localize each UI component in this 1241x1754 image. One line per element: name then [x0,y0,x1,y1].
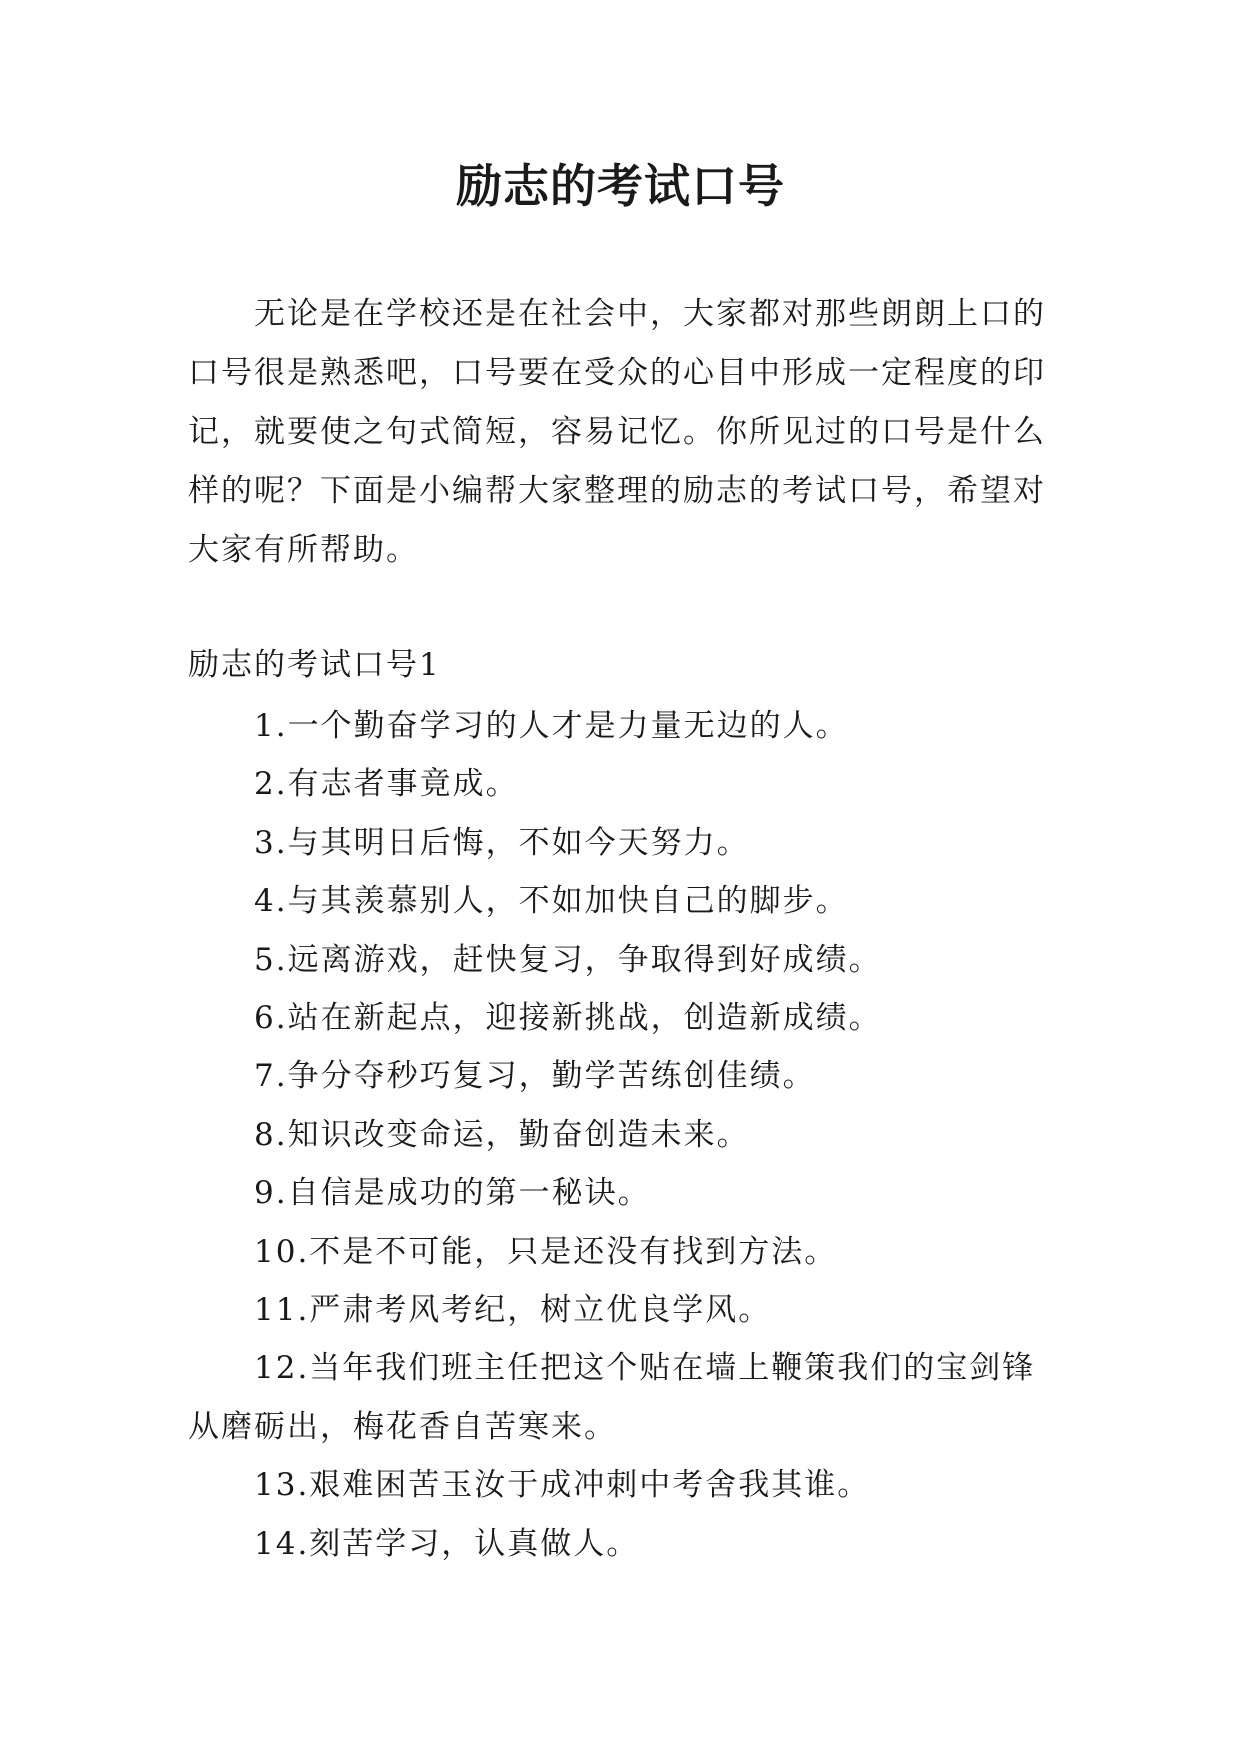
list-item: 9.自信是成功的第一秘诀。 [254,1175,651,1212]
intro-paragraph: 无论是在学校还是在社会中，大家都对那些朗朗上口的口号很是熟悉吧，口号要在受众的心目中形成一定程度的印记，就要使之句式简短，容易记忆。你所见过的口号是什么样的呢？下面是小编帮大家整理的励志的考试口号，希望对大家有所帮助。 [188,296,1046,568]
list-item: 2.有志者事竟成。 [254,766,519,803]
list-item: 12.当年我们班主任把这个贴在墙上鞭策我们的宝剑锋从磨砺出，梅花香自苦寒来。 [188,1350,1036,1445]
list-item: 6.站在新起点，迎接新挑战，创造新成绩。 [254,1000,882,1037]
list-item: 14.刻苦学习，认真做人。 [254,1525,640,1562]
document-title: 励志的考试口号 [456,159,785,213]
list-item: 7.争分夺秒巧复习，勤学苦练创佳绩。 [254,1058,816,1095]
list-item: 10.不是不可能，只是还没有找到方法。 [254,1233,838,1270]
list-item: 4.与其羡慕别人，不如加快自己的脚步。 [254,883,849,920]
list-item: 3.与其明日后悔，不如今天努力。 [254,824,750,861]
list-item: 8.知识改变命运，勤奋创造未来。 [254,1116,750,1153]
list-item: 11.严肃考风考纪，树立优良学风。 [254,1292,772,1329]
section-heading: 励志的考试口号1 [188,647,441,683]
list-item: 5.远离游戏，赶快复习，争取得到好成绩。 [254,941,882,978]
list-item: 13.艰难困苦玉汝于成冲刺中考舍我其谁。 [254,1467,871,1504]
list-item: 1.一个勤奋学习的人才是力量无边的人。 [254,708,849,744]
slogan-list [188,697,1053,1573]
